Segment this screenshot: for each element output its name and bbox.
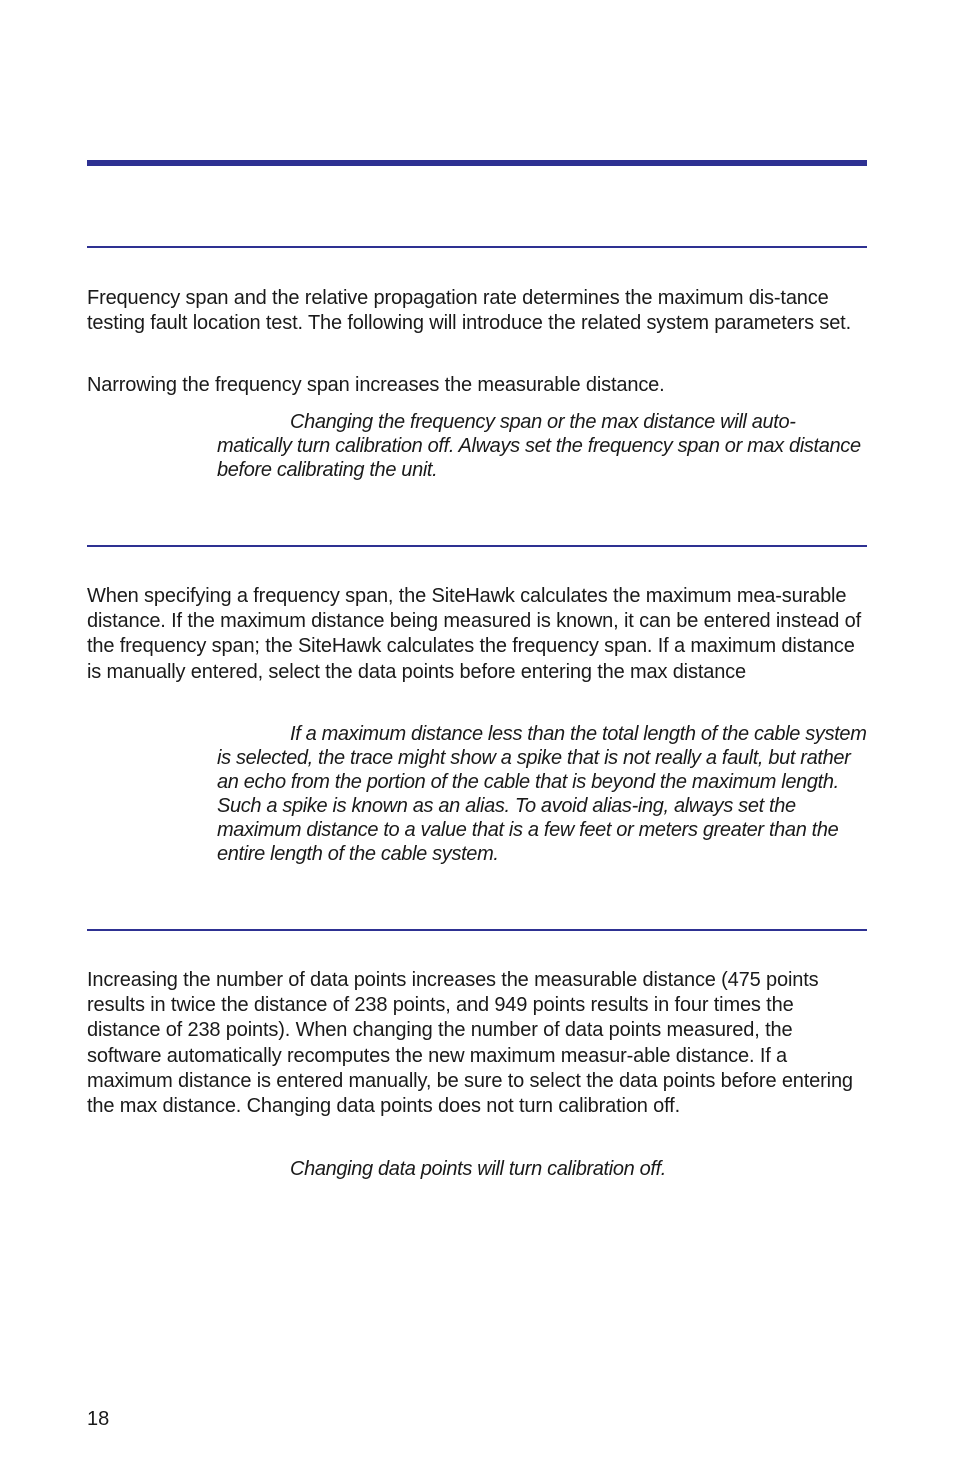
section-2-note: If a maximum distance less than the total length of the cable system is selected, the trace might show a spike that is not really a fault, but rather an echo from the portion of the cable that is beyond the maximum length. Such a spike is known as an alias. To avoid alias-ing, always set the maximum distance to a value that is a few feet or meters greater than the entire length of the cable system. [217,723,867,865]
section-1-paragraph-2: Narrowing the frequency span increases the measurable distance. [87,374,665,396]
section-1-note: Changing the frequency span or the max distance will auto-matically turn calibration off. Always set the frequency span or max distance before calibrating the unit. [217,411,861,481]
section-2-paragraph-1: When specifying a frequency span, the SiteHawk calculates the maximum mea-surable distance. If the maximum distance being measured is known, it can be entered instead of the frequency span; the SiteHawk calculates the frequency span. If a maximum distance is manually entered, select the data points before entering the max distance [87,585,862,683]
section-3-note: Changing data points will turn calibration off. [290,1158,667,1180]
section-3-paragraph-1: Increasing the number of data points increases the measurable distance (475 points results in twice the distance of 238 points, and 949 points results in four times the distance of 238 points). When changing the number of data points measured, the software automatically recomputes the new maximum measur-able distance. If a maximum distance is entered manually, be sure to select the data points before entering the max distance. Changing data points does not turn calibration off. [87,969,853,1118]
page-number: 18 [87,1408,110,1430]
section-3-rule [87,929,867,931]
section-1-paragraph-1: Frequency span and the relative propagation rate determines the maximum dis-tance testing fault location test. The following will introduce the related system parameters set. [87,287,851,335]
header-rule [87,160,867,166]
section-2-rule [87,545,867,547]
section-1-rule [87,246,867,248]
